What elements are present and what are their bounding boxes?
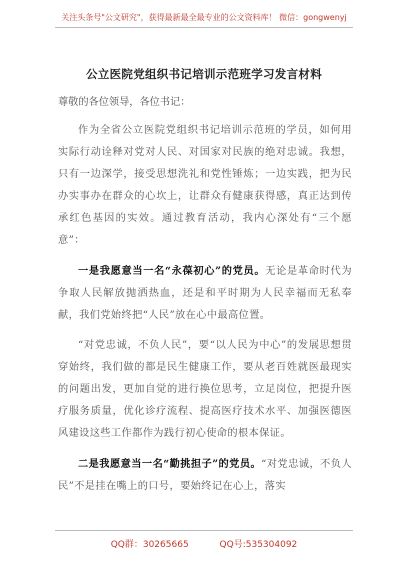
header-divider	[55, 27, 353, 28]
point2-text: “对党忠诚，不负人民”不是挂在嘴上的口号，要始终记在心上，落实	[58, 459, 352, 492]
document-body	[58, 92, 352, 506]
footer-contact	[0, 537, 408, 550]
intro-paragraph: 作为全省公立医院党组织书记培训示范班的学员，如何用实际行动诠释对党对人民、对国家对民族的绝对忠诚。我想，只有一边深学，接受思想洗礼和党性锤炼；一边实践，把为民办实事办在群众的心坎上，让群众有健康获得感，真正达到传承红色基因的实效。通过教育活动，我内心深处有“三个愿意”：	[58, 125, 352, 246]
point1-text: 无论是革命时代为争取人民解放抛洒热血，还是和平时期为人民幸福而无私奉献，我们党始终把“人民”放在心中最高位置。	[58, 266, 352, 321]
footer-divider	[55, 530, 353, 531]
footer-qq-number: QQ号:535304092	[219, 540, 298, 550]
point1-paragraph	[58, 260, 352, 327]
salutation: 尊敬的各位领导，各位书记：	[58, 97, 191, 108]
document-title: 公立医院党组织书记培训示范班学习发言材料	[86, 67, 322, 81]
point1-heading: 一是我愿意当一名“永葆初心”的党员。	[78, 265, 266, 277]
header-promo-text: 关注头条号"公文研究"，获得最新最全最专业的公文资料库！ 微信：gongwenyj	[61, 13, 347, 22]
point2-heading: 二是我愿意当一名“勤挑担子”的党员。	[78, 458, 262, 470]
footer-qq-group: QQ群：30265665	[110, 540, 189, 550]
point2-paragraph	[58, 453, 352, 498]
point1-second-paragraph: “对党忠诚，不负人民”，要“以人民为中心”的发展思想贯穿始终，我们做的都是民生健康工作，要从老百姓就医最现实的问题出发，更加自觉的进行换位思考，立足岗位，把提升医疗服务质量，优化诊疗流程、提高医疗技术水平、加强医德医风建设这些工作都作为践行初心使命的根本保证。	[58, 340, 352, 439]
